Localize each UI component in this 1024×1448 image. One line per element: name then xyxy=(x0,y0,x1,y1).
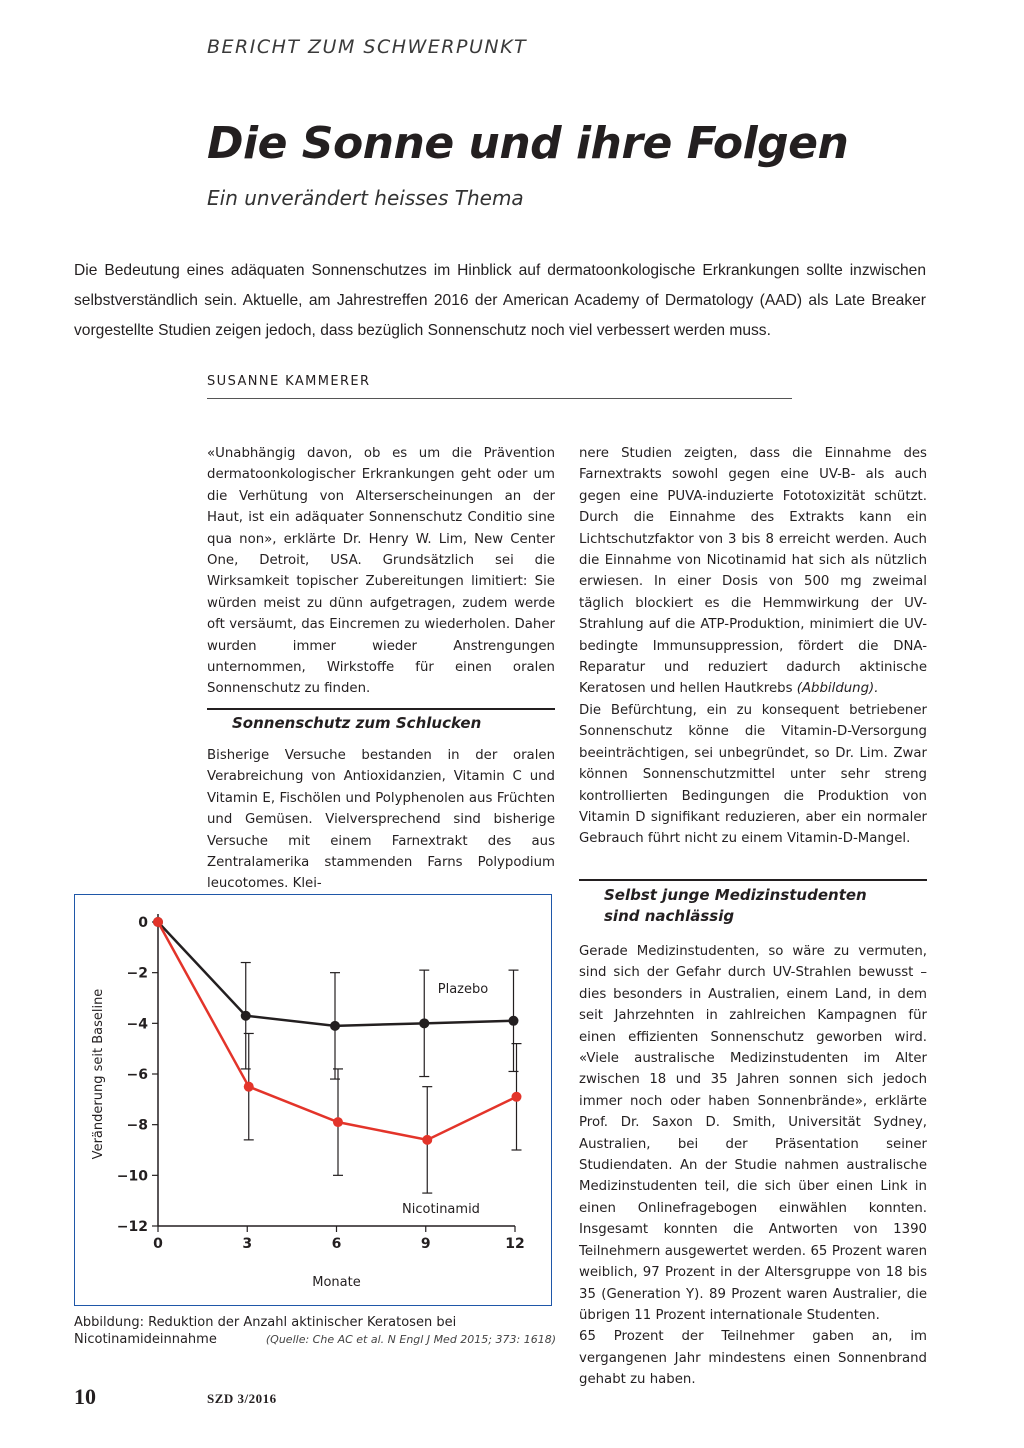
body-paragraph: Die Befürchtung, ein zu konsequent betriebener Sonnenschutz könne die Vitamin-D-Versorgung beeinträchtigen, sei unbegründet, so Dr. Lim. Zwar können Sonnenschutzmittel unter sehr streng kontrollierten Bedingungen die Produktion von Vitamin D signifikant reduzieren, aber ein normaler Gebrauch führt nicht zu einem Vitamin-D-Mangel. xyxy=(579,702,927,847)
data-point xyxy=(422,1135,432,1145)
series-label-nicotinamid: Nicotinamid xyxy=(402,1202,480,1217)
subheading-line: sind nachlässig xyxy=(604,907,735,925)
y-axis-label: Veränderung seit Baseline xyxy=(91,988,106,1160)
left-column-intro xyxy=(207,443,555,700)
y-tick-label: −6 xyxy=(126,1067,148,1083)
article-title: Die Sonne und ihre Folgen xyxy=(207,118,849,169)
x-tick-label: 0 xyxy=(153,1236,163,1252)
body-paragraph: 65 Prozent der Teilnehmer gaben an, im vergangenen Jahr mindestens einen Sonnenbrand gehabt zu haben. xyxy=(579,1329,927,1388)
subheading: Sonnenschutz zum Schlucken xyxy=(232,714,482,732)
author-name: SUSANNE KAMMERER xyxy=(207,374,371,389)
right-column-body xyxy=(579,443,927,850)
y-tick-label: −2 xyxy=(126,965,148,982)
x-tick-label: 12 xyxy=(505,1236,525,1252)
caption-text: Abbildung: Reduktion der Anzahl aktinischer Keratosen bei Nicotinamideinnahme xyxy=(74,1315,457,1347)
figure-caption xyxy=(74,1314,556,1348)
caption-source: (Quelle: Che AC et al. N Engl J Med 2015; 373: 1618) xyxy=(265,1333,556,1346)
article-lead: Die Bedeutung eines adäquaten Sonnenschutzes im Hinblick auf dermatoonkologische Erkrankungen sollte inzwischen selbstverständlich sein. Aktuelle, am Jahrestreffen 2016 der American Academy of Dermatology (AAD) als Late Breaker vorgestellte Studien zeigen jedoch, dass bezüglich Sonnenschutz noch viel verbessert werden muss. xyxy=(74,262,926,339)
subheading-line: Selbst junge Medizinstudenten xyxy=(604,886,867,904)
figure-frame xyxy=(74,894,552,1306)
y-tick-label: −8 xyxy=(126,1117,148,1134)
body-text: nere Studien zeigten, dass die Einnahme des Farnextrakts sowohl gegen eine UV-B- als auch gegen eine PUVA-induzierte Fototoxizität schützt. Durch die Einnahme des Extrakts kann ein Lichtschutzfaktor von 3 bis 8 erreicht werden. Auch die Einnahme von Nicotinamid hat sich als nützlich erwiesen. In einer Dosis von 500 mg zweimal täglich blockiert es die Hemmwirkung der UV-Strahlung auf die ATP-Produktion, minimiert die UV-bedingte Immunsuppression, fördert die DNA-Reparatur und reduziert dadurch aktinische Keratosen und hellen Hautkrebs xyxy=(579,446,927,697)
x-tick-label: 6 xyxy=(331,1236,342,1252)
y-tick-label: −10 xyxy=(116,1168,148,1185)
subhead-divider xyxy=(579,879,927,881)
body-paragraph: Bisherige Versuche bestanden in der oralen Verabreichung von Antioxidanzien, Vitamin C und Vitamin E, Fischölen und Polyphenolen aus Früchten und Gemüsen. Vielversprechend sind bisherige Versuche mit einem Farnextrakt des aus Zentralamerika stammenden Farns Polypodium leucotomes. Klei- xyxy=(207,748,555,892)
body-paragraph xyxy=(579,443,927,700)
data-point xyxy=(244,1082,254,1092)
series-line xyxy=(158,922,514,1026)
y-tick-label: −4 xyxy=(126,1016,148,1033)
data-point xyxy=(241,1011,251,1021)
line-chart xyxy=(75,895,551,1305)
figure-reference: (Abbildung). xyxy=(796,681,879,697)
x-axis-label: Monate xyxy=(312,1275,361,1290)
page-number: 10 xyxy=(74,1384,96,1409)
series-line xyxy=(158,922,517,1140)
body-paragraph: Gerade Medizinstudenten, so wäre zu vermuten, sind sich der Gefahr durch UV-Strahlen bewusst – dies besonders in Australien, einem Land, in dem seit Jahrzehnten in zahlreichen Kampagnen für einen effizienten Sonnenschutz geworben wird. «Viele australische Medizinstudenten im Alter zwischen 18 und 35 Jahren sonnen sich jedoch immer noch oder haben Sonnenbrände», erklärte Prof. Dr. Saxon D. Smith, Universität Sydney, Australien, bei der Präsentation seiner Studiendaten. An der Studie nahmen australische Medizinstudenten teil, die sich über einen Link in einen Onlinefragebogen einwählen konnten. Insgesamt konnten die Antworten von 1390 Teilnehmern ausgewertet werden. 65 Prozent waren weiblich, 97 Prozent in der Altersgruppe von 18 bis 35 (Generation Y). 89 Prozent waren Australier, die übrigen 11 Prozent internationale Studenten. xyxy=(579,944,927,1323)
y-tick-label: 0 xyxy=(138,915,148,931)
y-tick-label: −12 xyxy=(116,1219,148,1235)
data-point xyxy=(330,1021,340,1031)
x-tick-label: 3 xyxy=(242,1236,253,1252)
data-point xyxy=(509,1016,519,1026)
section-label: BERICHT ZUM SCHWERPUNKT xyxy=(207,36,528,58)
data-point xyxy=(153,917,163,927)
series-label-plazebo: Plazebo xyxy=(437,982,489,997)
subhead-divider xyxy=(207,708,555,710)
data-point xyxy=(419,1018,429,1028)
article-subtitle: Ein unverändert heisses Thema xyxy=(207,186,524,210)
data-point xyxy=(333,1117,343,1127)
data-point xyxy=(512,1092,522,1102)
subheading xyxy=(604,885,867,927)
right-column-body xyxy=(579,941,927,1391)
body-paragraph: «Unabhängig davon, ob es um die Prävention dermatoonkologischer Erkrankungen geht oder um die Verhütung von Alterserscheinungen an der Haut, ist ein adäquater Sonnenschutz Conditio sine qua non», erklärte Dr. Henry W. Lim, New Center One, Detroit, USA. Grundsätzlich sei die Wirksamkeit topischer Zubereitungen limitiert: Sie würden meist zu dünn aufgetragen, zudem werde oft versäumt, das Eincremen zu wiederholen. Daher wurden immer wieder Anstrengungen unternommen, Wirkstoffe für einen oralen Sonnenschutz zu finden. xyxy=(207,446,555,697)
left-column-body xyxy=(207,745,555,895)
author-divider xyxy=(207,398,792,399)
journal-issue: SZD 3/2016 xyxy=(207,1391,277,1406)
x-tick-label: 9 xyxy=(420,1236,431,1252)
